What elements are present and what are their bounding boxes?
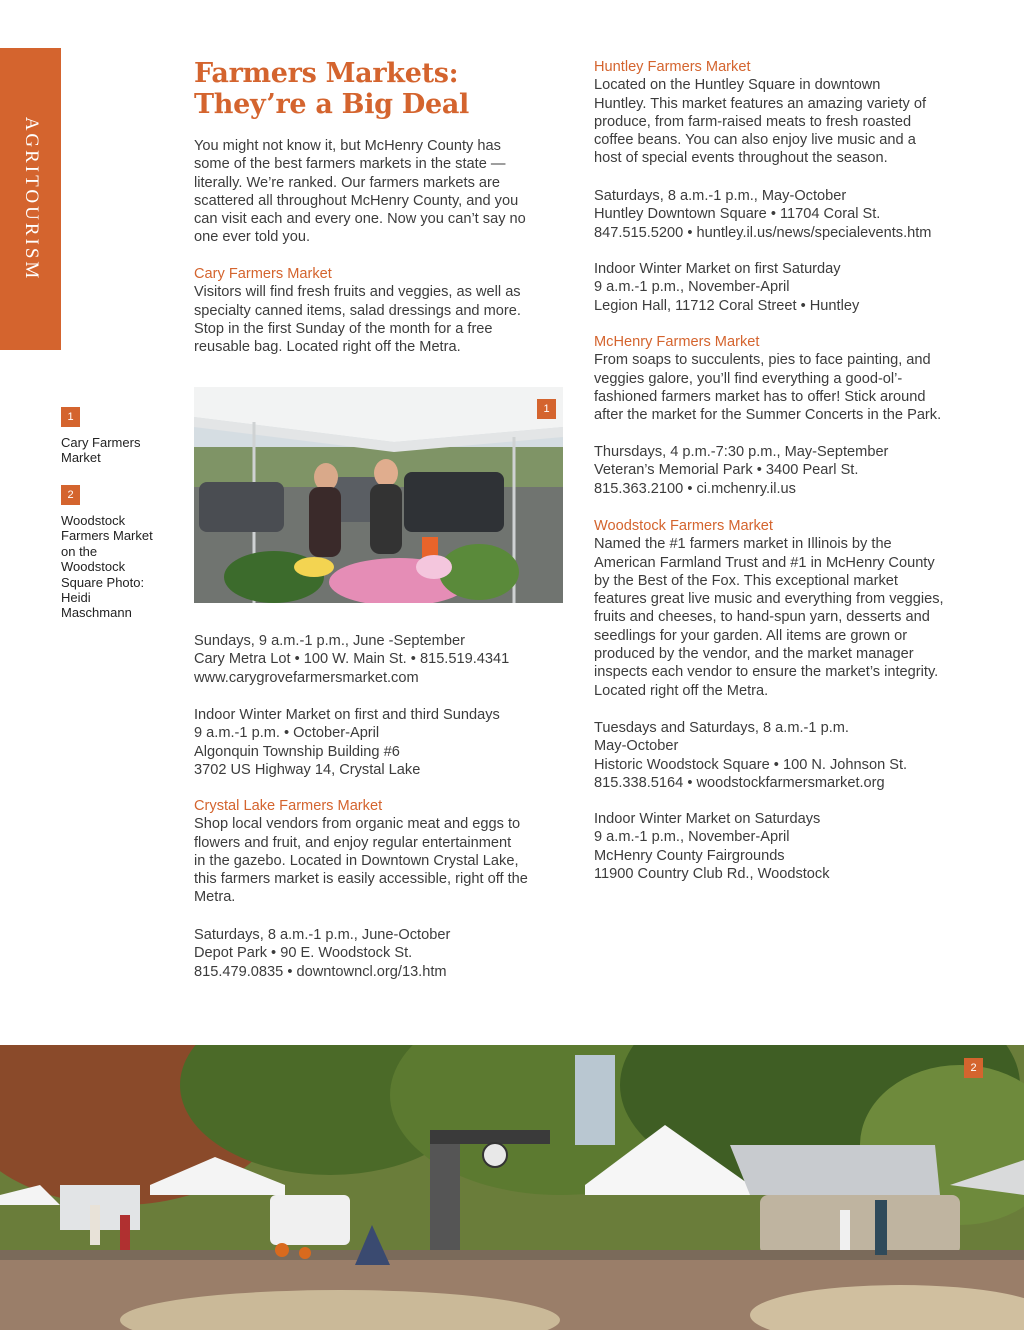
cary-market-photo	[194, 387, 563, 603]
text-line: American Farmland Trust and #1 in McHenry County	[594, 554, 935, 571]
crystal-heading: Crystal Lake Farmers Market	[194, 798, 383, 814]
woodstock-market-photo	[0, 1045, 1024, 1330]
text-line: by the Best of the Fox. This exceptional market	[594, 572, 898, 589]
huntley-winter	[594, 260, 974, 315]
cary-heading: Cary Farmers Market	[194, 266, 332, 282]
text-line: scattered all throughout McHenry County, and you	[194, 192, 519, 209]
text-line: one ever told you.	[194, 229, 311, 246]
text-line: McHenry County Fairgrounds	[594, 847, 785, 864]
text-line: Stop in the first Sunday of the month for a free	[194, 320, 493, 337]
text-line: Thursdays, 4 p.m.-7:30 p.m., May-September	[594, 444, 889, 460]
text-line: You might not know it, but McHenry County has	[194, 138, 501, 154]
text-line: Visitors will find fresh fruits and veggies, as well as	[194, 284, 521, 301]
text-line: 9 a.m.-1 p.m., November-April	[594, 279, 790, 296]
text-line: 815.338.5164 • woodstockfarmersmarket.org	[594, 774, 885, 791]
text-line: reusable bag. Located right off the Metra.	[194, 339, 461, 356]
text-line: Named the #1 farmers market in Illinois by the	[594, 536, 892, 553]
text-line: produce, from farm-raised meats to fresh roasted	[594, 113, 912, 130]
text-line: literally. We’re ranked. Our farmers markets are	[194, 174, 501, 191]
mchenry-section	[594, 333, 974, 424]
text-line: fashioned farmers market has to offer! Stick around	[594, 388, 926, 405]
text-line: May-October	[594, 738, 679, 755]
title-line-2: They’re a Big Deal	[194, 89, 469, 120]
intro-paragraph	[194, 137, 564, 247]
text-line: 815.479.0835 • downtowncl.org/13.htm	[194, 963, 447, 980]
photo-badge-1: 1	[537, 399, 556, 419]
text-line: Depot Park • 90 E. Woodstock St.	[194, 945, 413, 962]
text-line: features great live music and everything from veggies,	[594, 591, 944, 608]
caption-badge: 2	[61, 485, 80, 505]
caption-1	[61, 407, 161, 466]
crystal-info	[194, 926, 564, 981]
text-line: seedlings for your garden. All items are grown or	[594, 627, 908, 644]
cary-info	[194, 632, 564, 687]
text-line: 11900 Country Club Rd., Woodstock	[594, 865, 830, 882]
text-line: fruits and cheeses, to hand-spun yarn, desserts and	[594, 609, 930, 626]
huntley-section	[594, 58, 974, 168]
text-line: Historic Woodstock Square • 100 N. Johnson St.	[594, 756, 908, 773]
text-line: Cary Metra Lot • 100 W. Main St. • 815.519.4341	[194, 651, 510, 668]
text-line: Saturdays, 8 a.m.-1 p.m., May-October	[594, 188, 847, 204]
caption-text: Cary Farmers Market	[61, 435, 141, 466]
text-line: Shop local vendors from organic meat and eggs to	[194, 816, 521, 833]
text-line: can visit each and every one. Now you can’t say no	[194, 211, 526, 228]
text-line: 847.515.5200 • huntley.il.us/news/specialevents.htm	[594, 224, 932, 241]
text-line: 9 a.m.-1 p.m., November-April	[594, 829, 790, 846]
caption-text: Woodstock Farmers Market on the Woodstock Square Photo: Heidi Maschmann	[61, 513, 153, 621]
text-line: Tuesdays and Saturdays, 8 a.m.-1 p.m.	[594, 720, 849, 736]
text-line: Located right off the Metra.	[594, 682, 769, 699]
text-line: host of special events throughout the season.	[594, 150, 888, 167]
text-line: Indoor Winter Market on first and third Sundays	[194, 707, 500, 723]
text-line: www.carygrovefarmersmarket.com	[194, 669, 419, 686]
woodstock-photo-illustration	[0, 1045, 1024, 1330]
woodstock-winter	[594, 810, 974, 883]
text-line: Sundays, 9 a.m.-1 p.m., June -September	[194, 633, 465, 649]
text-line: coffee beans. You can also enjoy live music and a	[594, 132, 916, 149]
mchenry-heading: McHenry Farmers Market	[594, 334, 760, 350]
huntley-info	[594, 187, 974, 242]
text-line: Indoor Winter Market on Saturdays	[594, 811, 821, 827]
section-tab-label: AGRITOURISM	[21, 116, 42, 282]
woodstock-info	[594, 719, 974, 792]
caption-badge: 1	[61, 407, 80, 427]
text-line: Indoor Winter Market on first Saturday	[594, 261, 841, 277]
title-line-1: Farmers Markets:	[194, 58, 459, 89]
section-tab	[0, 48, 61, 350]
text-line: Located on the Huntley Square in downtown	[594, 77, 881, 94]
text-line: veggies galore, you’ll find everything a good-ol’-	[594, 370, 903, 387]
crystal-section	[194, 797, 564, 907]
cary-photo-illustration	[194, 387, 563, 603]
text-line: after the market for the Summer Concerts in the Park.	[594, 407, 942, 424]
text-line: Legion Hall, 11712 Coral Street • Huntley	[594, 297, 860, 314]
woodstock-section	[594, 517, 974, 700]
text-line: 9 a.m.-1 p.m. • October-April	[194, 725, 380, 742]
text-line: some of the best farmers markets in the state —	[194, 156, 506, 173]
text-line: 815.363.2100 • ci.mchenry.il.us	[594, 480, 796, 497]
article-title	[194, 58, 564, 120]
woodstock-heading: Woodstock Farmers Market	[594, 518, 773, 534]
text-line: produced by the vendor, and the market manager	[594, 646, 914, 663]
cary-section	[194, 265, 564, 356]
text-line: 3702 US Highway 14, Crystal Lake	[194, 761, 421, 778]
huntley-heading: Huntley Farmers Market	[594, 59, 751, 75]
cary-winter	[194, 706, 564, 779]
text-line: in the gazebo. Located in Downtown Crystal Lake,	[194, 852, 519, 869]
caption-2	[61, 485, 161, 621]
text-line: this farmers market is easily accessible, right off the	[194, 871, 528, 888]
text-line: Metra.	[194, 889, 236, 906]
text-line: Veteran’s Memorial Park • 3400 Pearl St.	[594, 462, 859, 479]
mchenry-info	[594, 443, 974, 498]
text-line: flowers and fruit, and enjoy regular entertainment	[194, 834, 512, 851]
text-line: Huntley Downtown Square • 11704 Coral St.	[594, 206, 881, 223]
text-line: Algonquin Township Building #6	[194, 743, 400, 760]
text-line: Saturdays, 8 a.m.-1 p.m., June-October	[194, 927, 451, 943]
text-line: From soaps to succulents, pies to face painting, and	[594, 352, 931, 369]
text-line: Huntley. This market features an amazing variety of	[594, 95, 927, 112]
text-line: inspects each vendor to ensure the market’s integrity.	[594, 664, 939, 681]
text-line: specialty canned items, salad dressings and more.	[194, 302, 521, 319]
photo-badge-2: 2	[964, 1058, 983, 1078]
